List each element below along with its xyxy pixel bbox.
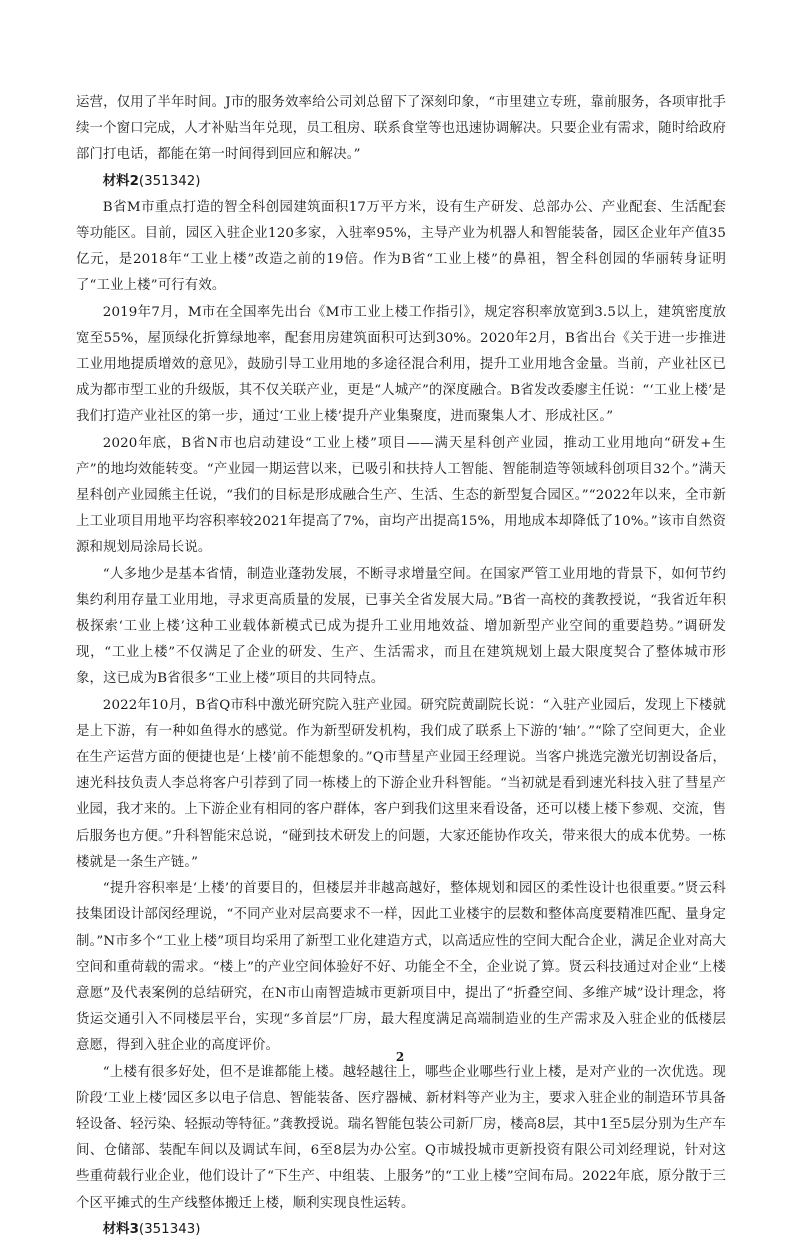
material-2-heading xyxy=(76,169,726,195)
paragraph-7: “上楼有很多好处，但不是谁都能上楼。越轻越往上，哪些企业哪些行业上楼，是对产业的一次优选。现阶段‘工业上楼’园区多以电子信息、智能装备、医疗器械、新材料等产业为主，要求入驻企业的制造环节具备轻设备、轻污染、轻振动等特征。”龚教授说。瑞名智能包装公司新厂房，楼高8层，其中1至5层分别为生产车间、仓储部、装配车间以及调试车间，6至8层为办公室。Q市城投城市更新投资有限公司刘经理说，针对这些重荷载行业企业，他们设计了“下生产、中组装、上服务”的“工业上楼”空间布局。2022年底，原分散于三个区平摊式的生产线整体搬迁上楼，顺利实现良性运转。 xyxy=(76,1064,726,1211)
material-3-label: 材料3 xyxy=(102,1221,139,1237)
document-body xyxy=(76,90,726,1243)
material-3-heading xyxy=(76,1217,726,1243)
paragraph-5: 2022年10月，B省Q市科中激光研究院入驻产业园。研究院黄副院长说：“入驻产业园后，发现上下楼就是上下游，有一种如鱼得水的感觉。作为新型研发机构，我们成了联系上下游的‘轴’。”“除了空间更大，企业在生产运营方面的便捷也是‘上楼’前不能想象的。”Q市彗星产业园王经理说。当客户挑选完激光切割设备后，速光科技负责人李总将客户引荐到了同一栋楼上的下游企业升科智能。“当初就是看到速光科技入驻了彗星产业园，我才来的。上下游企业有相同的客户群体，客户到我们这里来看设备，还可以楼上楼下参观、交流，售后服务也方便。”升科智能宋总说，“碰到技术研发上的问题，大家还能协作攻关，带来很大的成本优势。一栋楼就是一条生产链。” xyxy=(76,697,726,870)
page-number: 2 xyxy=(395,1050,405,1064)
paragraph-4: “人多地少是基本省情，制造业蓬勃发展，不断寻求增量空间。在国家严管工业用地的背景下，如何节约集约利用存量工业用地，寻求更高质量的发展，已事关全省发展大局。”B省一高校的龚教授说，“我省近年积极探索‘工业上楼’这种工业载体新模式已成为提升工业用地效益、增加新型产业空间的重要趋势。”调研发现，“工业上楼”不仅满足了企业的研发、生产、生活需求，而且在建筑规划上最大限度契合了整体城市形象，这已成为B省很多“工业上楼”项目的共同特点。 xyxy=(76,566,726,687)
paragraph-6: “提升容积率是‘上楼’的首要目的，但楼层并非越高越好，整体规划和园区的柔性设计也很重要。”贤云科技集团设计部闵经理说，“不同产业对层高要求不一样，因此工业楼宇的层数和整体高度要精准匹配、量身定制。”N市多个“工业上楼”项目均采用了新型工业化建造方式，以高适应性的空间大配合企业，满足企业对高大空间和重荷载的需求。“楼上”的产业空间体验好不好、功能全不全，企业说了算。贤云科技通过对企业“上楼意愿”及代表案例的总结研究，在N市山南智造城市更新项目中，提出了“折叠空间、多维产城”设计理念，将货运交通引入不同楼层平台，实现“多首层”厂房，最大程度满足高端制造业的生产需求及入驻企业的低楼层意愿，得到入驻企业的高度评价。 xyxy=(76,881,726,1054)
paragraph-3: 2020年底，B省N市也启动建设“工业上楼”项目——满天星科创产业园，推动工业用地向“研发+生产”的地均效能转变。“产业园一期运营以来，已吸引和扶持人工智能、智能制造等领域科创项目32个。”满天星科创产业园熊主任说，“我们的目标是形成融合生产、生活、生态的新型复合园区。”“2022年以来，全市新上工业项目用地平均容积率较2021年提高了7%，亩均产出提高15%，用地成本却降低了10%。”该市自然资源和规划局涂局长说。 xyxy=(76,435,726,556)
paragraph-1: B省M市重点打造的智全科创园建筑面积17万平方米，设有生产研发、总部办公、产业配套、生活配套等功能区。目前，园区入驻企业120多家，入驻率95%，主导产业为机器人和智能装备，园区企业年产值35亿元，是2018年“工业上楼”改造之前的19倍。作为B省“工业上楼”的鼻祖，智全科创园的华丽转身证明了“工业上楼”可行有效。 xyxy=(76,199,726,294)
material-3-code: (351343) xyxy=(138,1221,201,1237)
material-2-code: (351342) xyxy=(138,173,201,189)
paragraph-2: 2019年7月，M市在全国率先出台《M市工业上楼工作指引》，规定容积率放宽到3.5以上，建筑密度放宽至55%，屋顶绿化折算绿地率，配套用房建筑面积可达到30%。2020年2月，B省出台《关于进一步推进工业用地提质增效的意见》，鼓励引导工业用地的多途径混合利用，提升工业用地含金量。当前，产业社区已成为都市型工业的升级版，其不仅关联产业，更是“人城产”的深度融合。B省发改委廖主任说：“‘工业上楼’是我们打造产业社区的第一步，通过‘工业上楼’提升产业集聚度，进而聚集人才、形成社区。” xyxy=(76,304,726,425)
paragraph-continued: 运营，仅用了半年时间。J市的服务效率给公司刘总留下了深刻印象，“市里建立专班，靠前服务，各项审批手续一个窗口完成，人才补贴当年兑现，员工租房、联系食堂等也迅速协调解决。只要企业有需求，随时给政府部门打电话，都能在第一时间得到回应和解决。” xyxy=(76,95,726,163)
material-2-label: 材料2 xyxy=(102,173,139,189)
